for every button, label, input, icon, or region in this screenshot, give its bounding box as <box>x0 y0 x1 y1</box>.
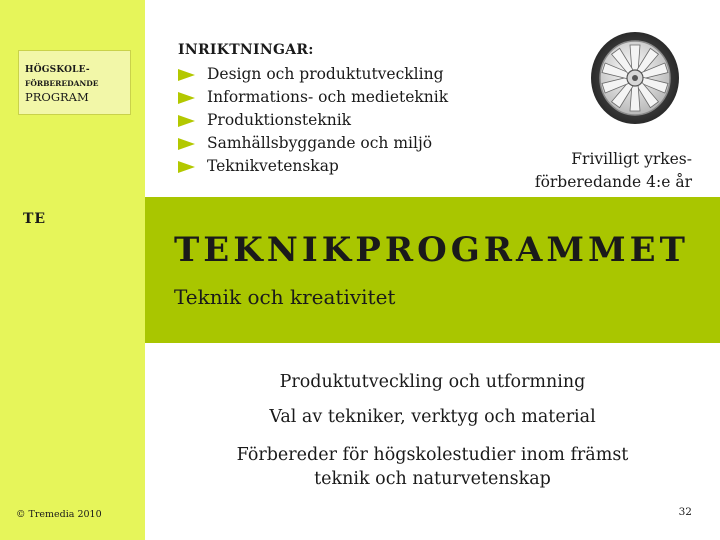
arrow-bullet-icon <box>178 69 195 81</box>
program-code: TE <box>23 211 47 227</box>
optional-note-line-2: förberedande 4:e år <box>534 173 692 191</box>
arrow-bullet-icon <box>178 115 195 127</box>
inriktning-item <box>178 132 508 155</box>
key-point-line: teknik och naturvetenskap <box>314 469 551 489</box>
arrow-bullet-icon <box>178 138 195 150</box>
key-point: Val av tekniker, verktyg och material <box>269 407 596 427</box>
logo-line-1: HÖGSKOLE- <box>25 65 90 75</box>
inriktningar-section <box>178 41 508 178</box>
inriktning-label: Informations- och medieteknik <box>207 88 449 106</box>
inriktning-label: Design och produktutveckling <box>207 65 444 83</box>
title-banner <box>145 197 720 343</box>
inriktning-label: Produktionsteknik <box>207 111 352 129</box>
inriktning-label: Teknikvetenskap <box>207 157 339 175</box>
optional-note-line-1: Frivilligt yrkes- <box>571 150 692 168</box>
inriktningar-title: INRIKTNINGAR: <box>178 42 314 58</box>
logo-line-2: FÖRBEREDANDE <box>25 79 99 88</box>
program-title: TEKNIKPROGRAMMET <box>174 230 689 270</box>
inriktning-item <box>178 155 508 178</box>
inriktning-label: Samhällsbyggande och miljö <box>207 134 433 152</box>
program-type-logo <box>18 50 131 115</box>
key-point <box>145 443 720 491</box>
copyright-notice: © Tremedia 2010 <box>16 509 102 520</box>
logo-line-3: PROGRAM <box>25 90 89 104</box>
optional-fourth-year-note <box>500 148 692 194</box>
key-point: Produktutveckling och utformning <box>279 372 586 392</box>
arrow-bullet-icon <box>178 92 195 104</box>
key-point-line: Förbereder för högskolestudier inom främst <box>236 445 629 465</box>
wheel-icon <box>576 26 694 129</box>
page-number: 32 <box>678 506 692 518</box>
arrow-bullet-icon <box>178 161 195 173</box>
inriktning-item <box>178 109 508 132</box>
inriktning-item <box>178 86 508 109</box>
inriktning-item <box>178 63 508 86</box>
inriktningar-list <box>178 63 508 178</box>
program-subtitle: Teknik och kreativitet <box>174 285 396 309</box>
